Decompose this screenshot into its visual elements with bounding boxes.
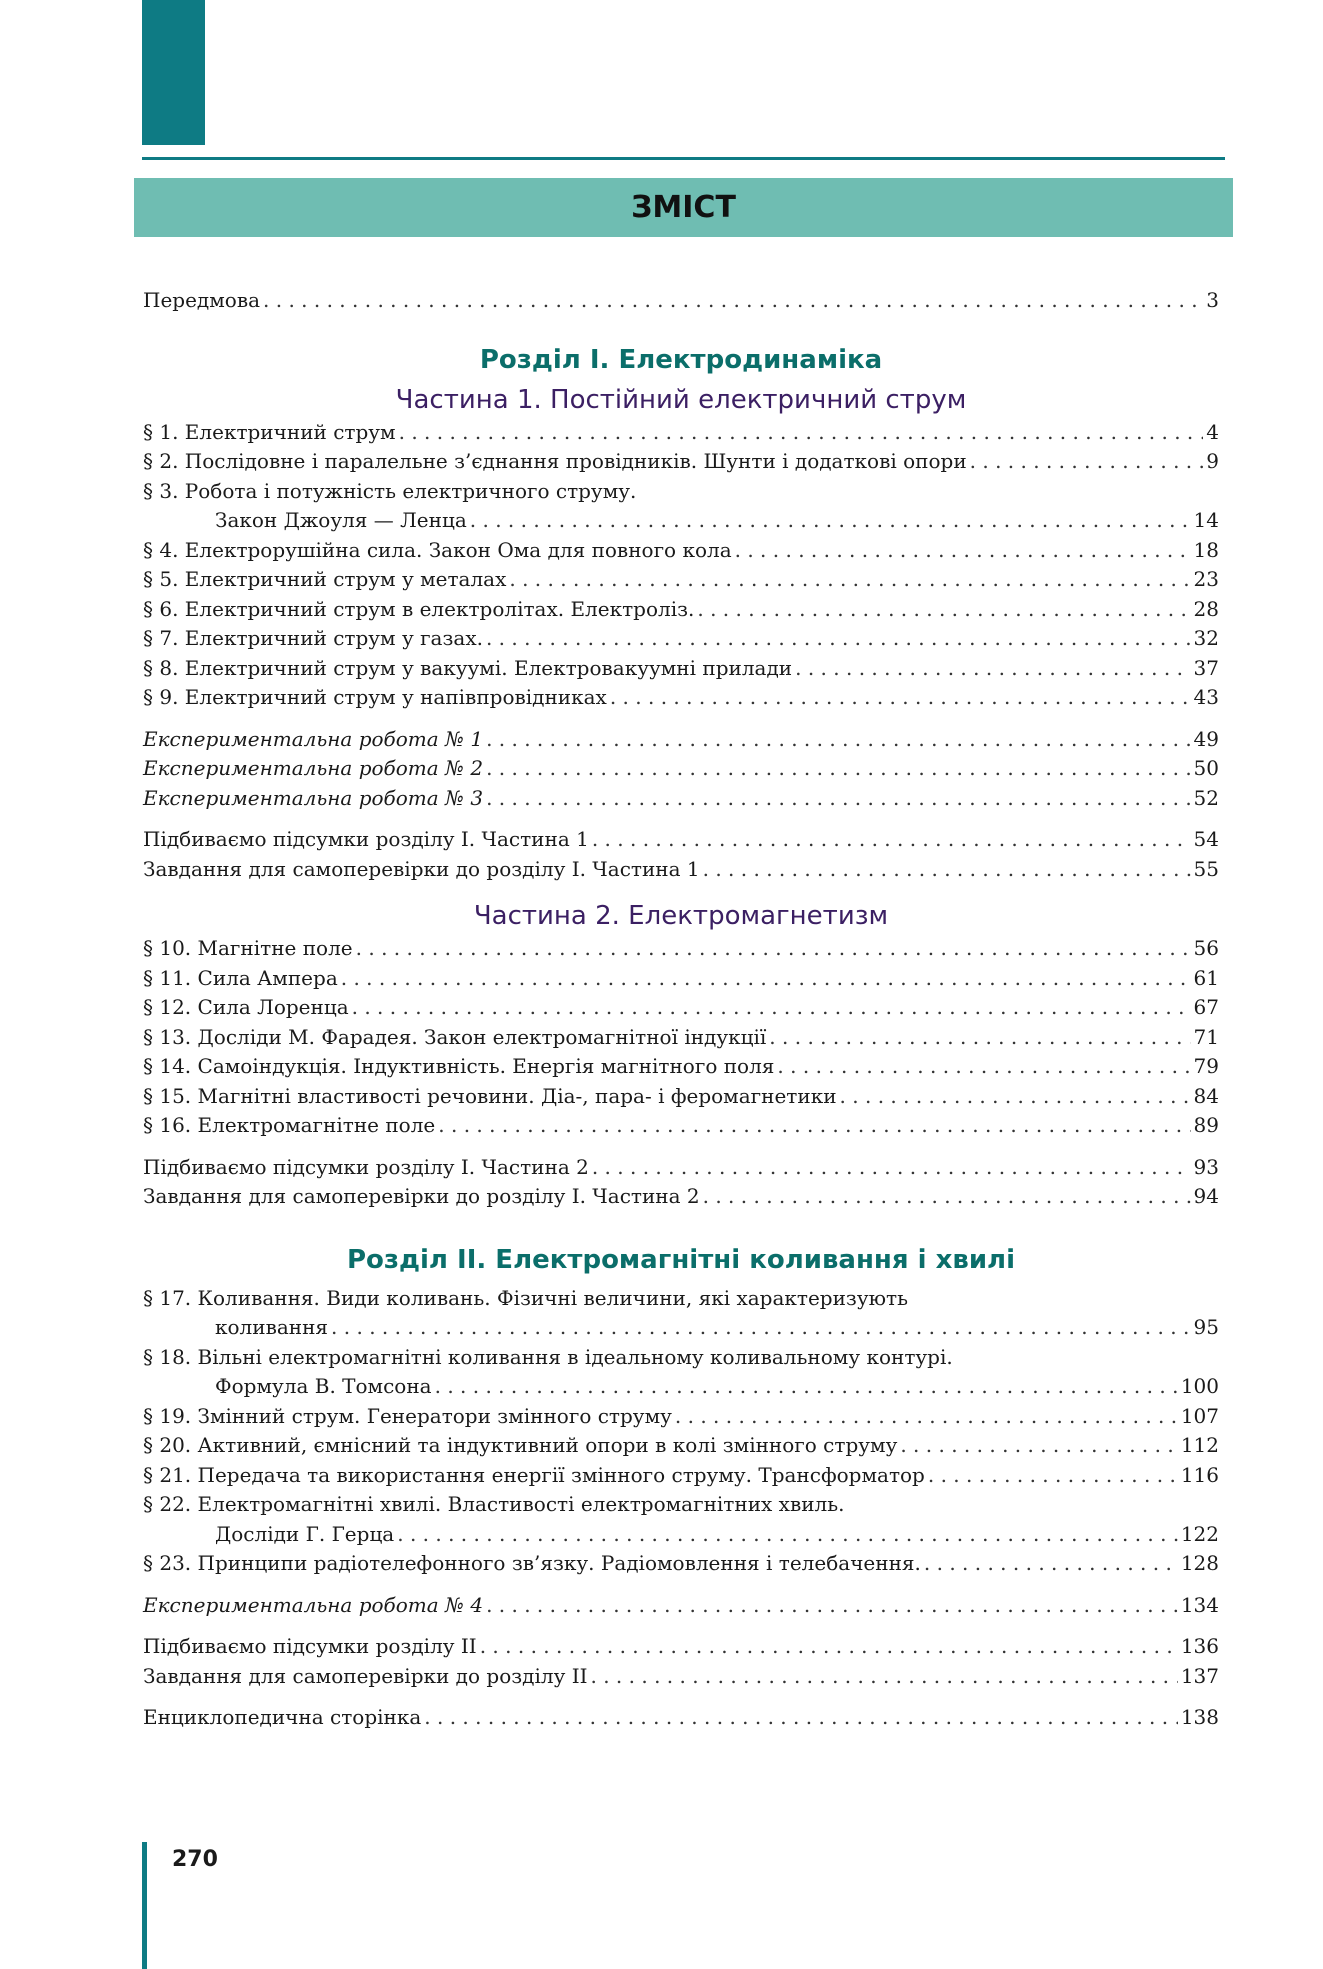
toc-row[interactable]: § 14. Самоіндукція. Індуктивність. Енергія магнітного поля . . . 79	[143, 1052, 1219, 1082]
toc-row[interactable]: § 7. Електричний струм у газах. . . . 32	[143, 624, 1219, 654]
toc-row-continuation[interactable]: коливання . . . 95	[143, 1313, 1219, 1343]
toc-row[interactable]: Підбиваємо підсумки розділу I. Частина 2 . . . 93	[143, 1153, 1219, 1183]
toc-row[interactable]: Завдання для самоперевірки до розділу I. Частина 2 . . . 94	[143, 1182, 1219, 1212]
toc-row[interactable]: § 10. Магнітне поле . . . 56	[143, 934, 1219, 964]
toc-row-lab[interactable]: Експериментальна робота № 1 . . . 49	[143, 725, 1219, 755]
toc-row[interactable]: § 5. Електричний струм у металах . . . 23	[143, 565, 1219, 595]
toc-row[interactable]: § 19. Змінний струм. Генератори змінного струму . . . 107	[143, 1402, 1219, 1432]
toc-row-title[interactable]: § 22. Електромагнітні хвилі. Властивості електромагнітних хвиль.	[143, 1492, 845, 1516]
toc-row[interactable]: § 11. Сила Ампера . . . 61	[143, 964, 1219, 994]
contents-title: ЗМІСТ	[631, 190, 736, 225]
section-heading-1: Розділ I. Електродинаміка	[479, 344, 883, 375]
toc-row-lab[interactable]: Експериментальна робота № 2 . . . 50	[143, 754, 1219, 784]
top-divider	[142, 157, 1225, 160]
toc-row[interactable]: Завдання для самоперевірки до розділу II . . . 137	[143, 1662, 1219, 1692]
toc-row[interactable]: § 8. Електричний струм у вакуумі. Електровакуумні прилади . . . 37	[143, 654, 1219, 684]
toc-row[interactable]: § 2. Послідовне і паралельне з’єднання провідників. Шунти і додаткові опори . . . 9	[143, 447, 1219, 477]
toc-row[interactable]: Підбиваємо підсумки розділу I. Частина 1 . . . 54	[143, 825, 1219, 855]
toc-row-title[interactable]: § 17. Коливання. Види коливань. Фізичні величини, які характеризують	[143, 1285, 908, 1310]
toc-row[interactable]: Завдання для самоперевірки до розділу I. Частина 1 . . . 55	[143, 855, 1219, 885]
contents-title-band	[134, 178, 1233, 237]
toc-row-continuation[interactable]: Досліди Г. Герца . . . 122	[143, 1520, 1219, 1550]
part-heading-2: Частина 2. Електромагнетизм	[473, 901, 889, 931]
toc-row[interactable]: § 15. Магнітні властивості речовини. Діа-, пара- і феромагнетики . . . 84	[143, 1082, 1219, 1112]
toc-row-lab[interactable]: Експериментальна робота № 3 . . . 52	[143, 784, 1219, 814]
page-number-bar	[142, 1842, 147, 1969]
toc-row[interactable]: § 21. Передача та використання енергії змінного струму. Трансформатор . . . 116	[143, 1461, 1219, 1491]
toc-row[interactable]: § 1. Електричний струм . . . 4	[143, 418, 1219, 448]
toc-row-encyclopedia[interactable]: Енциклопедична сторінка . . . 138	[143, 1703, 1219, 1733]
toc-row[interactable]: § 6. Електричний струм в електролітах. Електроліз. . . . 28	[143, 595, 1219, 625]
table-of-contents	[143, 286, 1219, 1733]
toc-row[interactable]: Підбиваємо підсумки розділу II . . . 136	[143, 1632, 1219, 1662]
section-heading-2: Розділ II. Електромагнітні коливання і хвилі	[347, 1244, 1015, 1275]
toc-row-lab[interactable]: Експериментальна робота № 4 . . . 134	[143, 1591, 1219, 1621]
toc-row[interactable]: § 4. Електрорушійна сила. Закон Ома для повного кола . . . 18	[143, 536, 1219, 566]
toc-row-continuation[interactable]: Закон Джоуля — Ленца . . . 14	[143, 506, 1219, 536]
toc-row[interactable]: § 9. Електричний струм у напівпровідниках . . . 43	[143, 683, 1219, 713]
toc-row-preface[interactable]: Передмова . . . 3	[143, 286, 1219, 316]
toc-row-continuation[interactable]: Формула В. Томсона . . . 100	[143, 1372, 1219, 1402]
corner-decor-block	[142, 0, 205, 145]
toc-row[interactable]: § 20. Активний, ємнісний та індуктивний опори в колі змінного струму . . . 112	[143, 1431, 1219, 1461]
toc-row[interactable]: § 23. Принципи радіотелефонного зв’язку. Радіомовлення і телебачення. . . . 128	[143, 1549, 1219, 1579]
toc-row[interactable]: § 12. Сила Лоренца . . . 67	[143, 993, 1219, 1023]
page-number: 270	[172, 1847, 218, 1872]
part-heading-1: Частина 1. Постійний електричний струм	[395, 384, 967, 415]
toc-row-title[interactable]: § 3. Робота і потужність електричного струму.	[143, 478, 637, 503]
toc-row-title[interactable]: § 18. Вільні електромагнітні коливання в ідеальному коливальному контурі.	[143, 1344, 953, 1369]
toc-row[interactable]: § 16. Електромагнітне поле . . . 89	[143, 1111, 1219, 1141]
toc-row[interactable]: § 13. Досліди М. Фарадея. Закон електромагнітної індукції . . . 71	[143, 1023, 1219, 1053]
